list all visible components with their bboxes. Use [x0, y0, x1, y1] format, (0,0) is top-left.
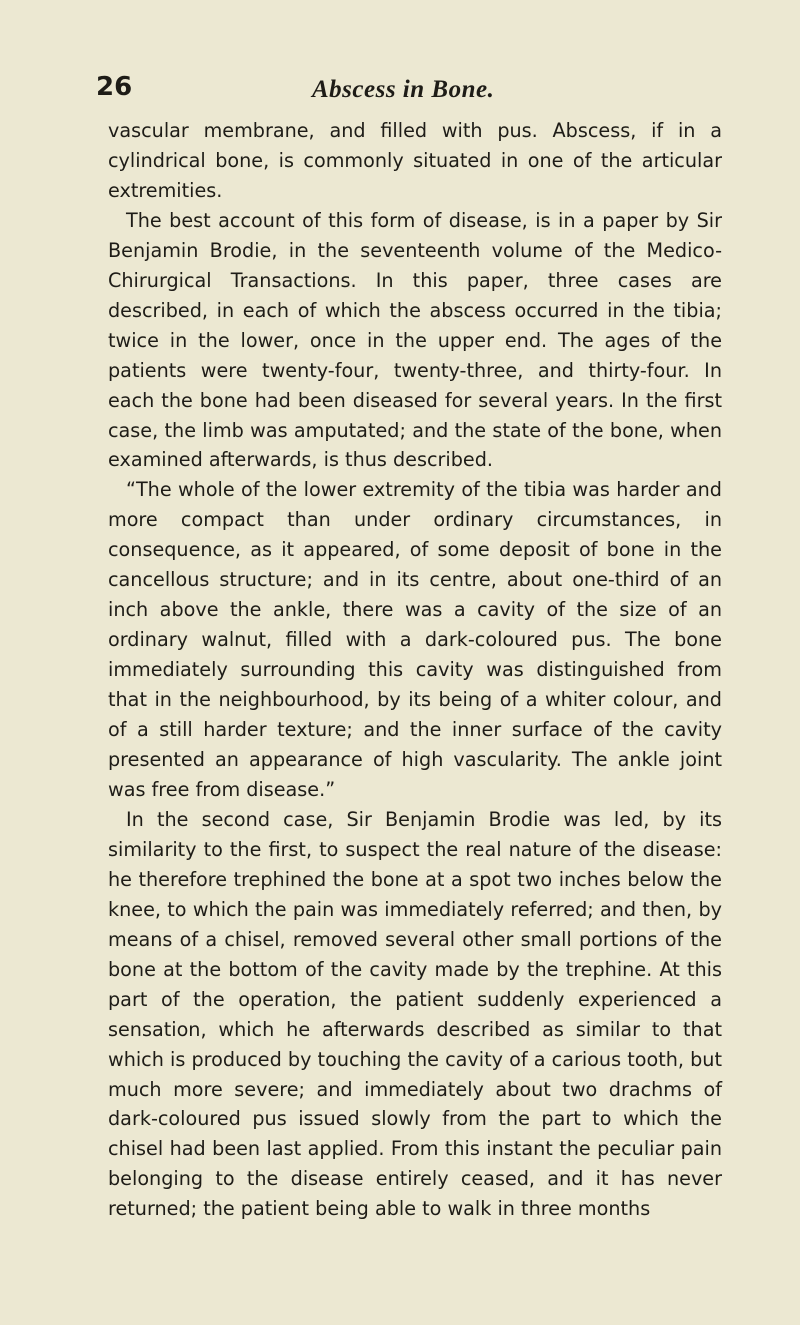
paragraph: vascular membrane, and filled with pus. Abscess, if in a cylindrical bone, is commonly situated in one of the articular extremities. — [108, 119, 722, 202]
running-head — [96, 72, 722, 106]
paragraph: The best account of this form of disease, is in a paper by Sir Benjamin Brodie, in the seventeenth volume of the Medico-Chirurgical Transactions. In this paper, three cases are described, in each of which the abscess occurred in the tibia; twice in the lower, once in the upper end. The ages of the patients were twenty-four, twenty-three, and thirty-four. In each the bone had been diseased for several years. In the first case, the limb was amputated; and the state of the bone, when examined afterwards, is thus described. — [108, 208, 722, 472]
running-title: Abscess in Bone. — [312, 76, 495, 103]
paragraph: In the second case, Sir Benjamin Brodie was led, by its similarity to the first, to suspect the real nature of the disease: he therefore trephined the bone at a spot two inches below the knee, to which the pain was immediately referred; and then, by means of a chisel, removed several other small portions of the bone at the bottom of the cavity made by the trephine. At this part of the operation, the patient suddenly experienced a sensation, which he afterwards described as similar to that which is produced by touching the cavity of a carious tooth, but much more severe; and immediately about two drachms of dark-coloured pus issued slowly from the part to which the chisel had been last applied. From this instant the peculiar pain belonging to the disease entirely ceased, and it has never returned; the patient being able to walk in three months — [108, 807, 722, 1221]
page-number: 26 — [96, 72, 133, 102]
paragraph: “The whole of the lower extremity of the tibia was harder and more compact than under ordinary circumstances, in consequence, as it appeared, of some deposit of bone in the cancellous structure; and in its centre, about one-third of an inch above the ankle, there was a cavity of the size of an ordinary walnut, filled with a dark-coloured pus. The bone immediately surrounding this cavity was distinguished from that in the neighbourhood, by its being of a whiter colour, and of a still harder texture; and the inner surface of the cavity presented an appearance of high vascularity. The ankle joint was free from disease.” — [108, 478, 722, 801]
body-text — [108, 116, 722, 1224]
